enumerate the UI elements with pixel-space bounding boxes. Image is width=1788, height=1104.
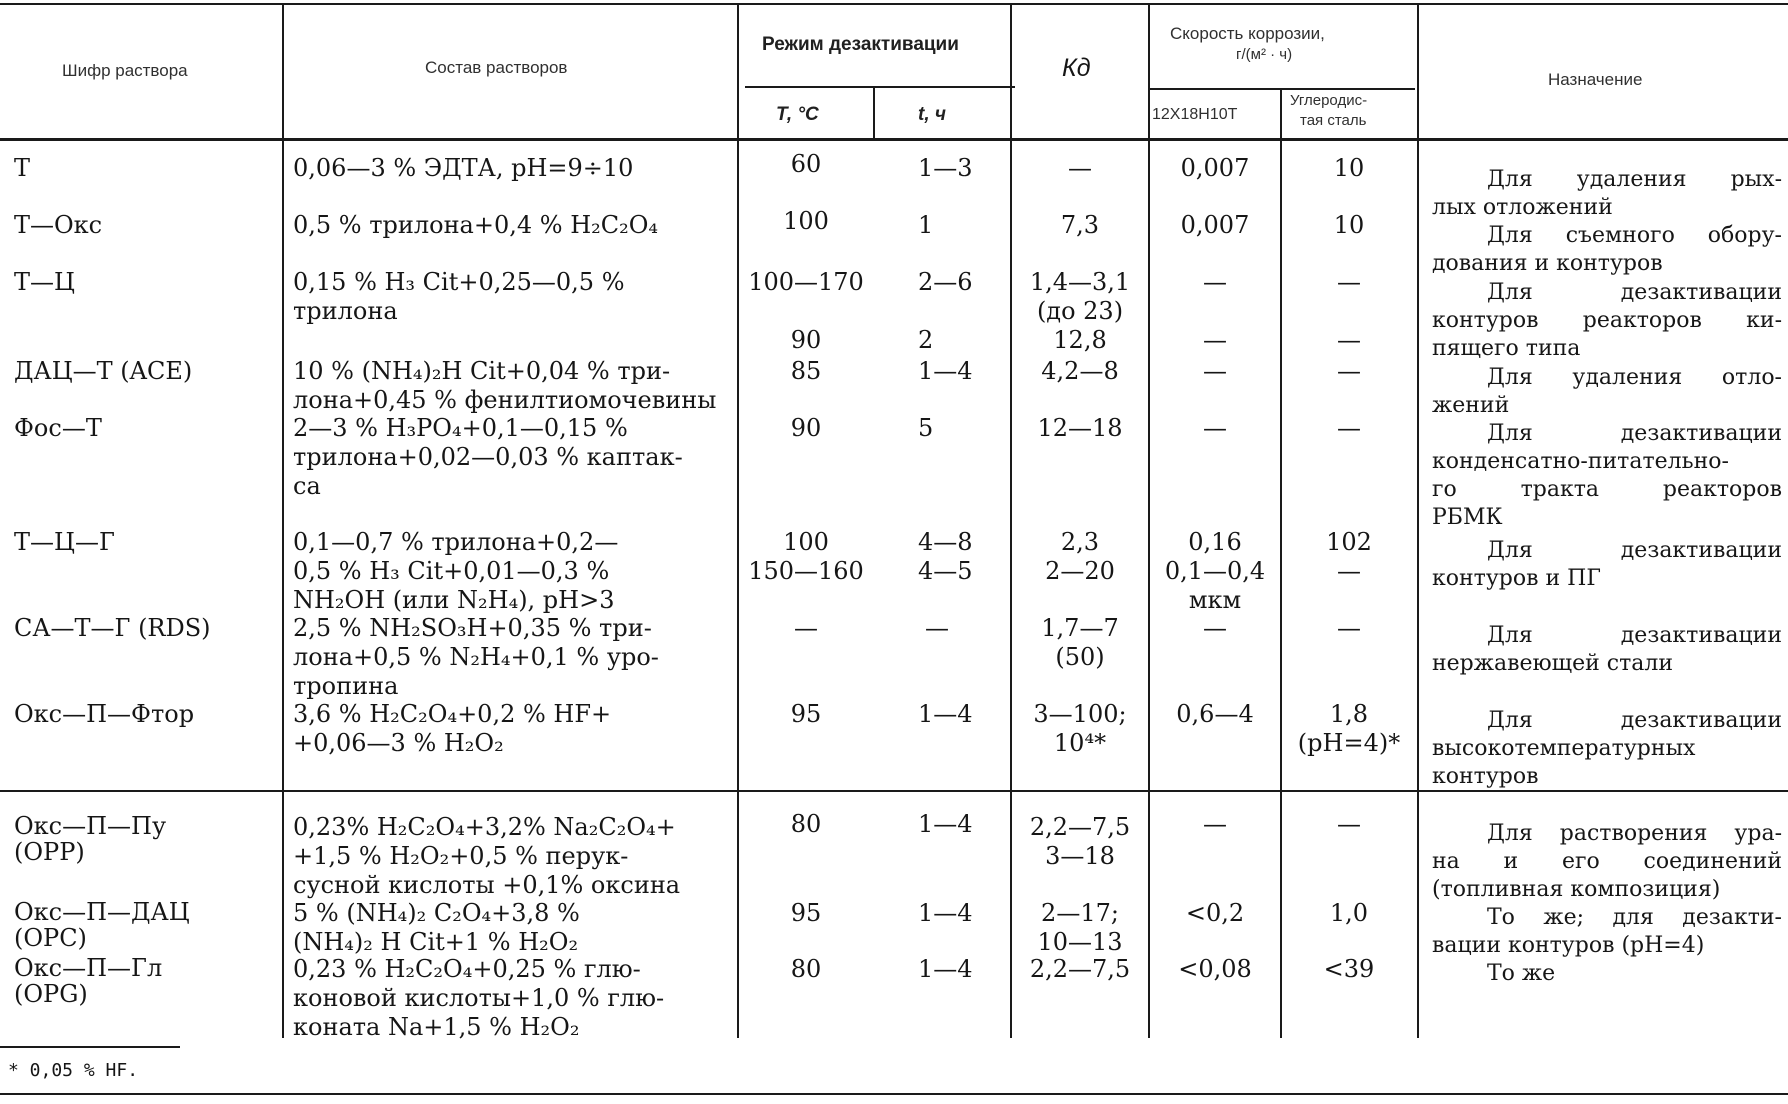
row-1-corrosion-carbon: 10	[1333, 154, 1365, 182]
row-7-purpose: Для дезактивации нержавеющей стали	[1432, 623, 1782, 676]
header-code: Шифр раствора	[62, 61, 188, 80]
header-kd: Кд	[1062, 54, 1091, 82]
row-9-time: 1—4	[918, 810, 973, 838]
row-4-time: 1—4	[918, 357, 973, 385]
row-1-corrosion-stainless: 0,007	[1180, 154, 1250, 182]
row-4-kd: 4,2—8	[1041, 357, 1119, 385]
bottom-rule	[0, 1093, 1788, 1095]
row-10-purpose: То же; для дезакти- вации контуров (pH=4)	[1432, 905, 1782, 958]
row-9-code: Окс—П—Пу (OPP)	[14, 812, 167, 866]
row-7-corrosion-stainless: —	[1203, 614, 1227, 642]
row-7-composition: 2,5 % NH₂SO₃H+0,35 % три- лона+0,5 % N₂H₄+0,1 % уро- тропина	[293, 614, 659, 700]
row-4-code: ДАЦ—Т (ACE)	[14, 357, 193, 385]
header-corrosion-1: Скорость коррозии,	[1170, 24, 1325, 43]
row-3-corrosion-carbon: — —	[1337, 268, 1361, 354]
row-4-corrosion-stainless: —	[1203, 357, 1227, 385]
row-9-purpose: Для растворения ура- на и его соединений (топливная композиция)	[1432, 821, 1782, 902]
row-10-code: Окс—П—ДАЦ (OPC)	[14, 898, 190, 952]
header-mode: Режим дезактивации	[762, 34, 959, 55]
header-steel-1: 12Х18Н10Т	[1152, 106, 1238, 123]
row-2-code: Т—Окс	[14, 211, 103, 239]
row-5-purpose: Для дезактивации конденсатно-питательно- го тракта реакторов РБМК	[1432, 421, 1782, 530]
row-9-kd: 2,2—7,5 3—18	[1029, 813, 1131, 870]
row-9-corrosion-carbon: —	[1337, 810, 1361, 838]
col-divider-4	[1010, 3, 1012, 1038]
row-10-temp: 95	[790, 899, 822, 927]
header-bottom-rule	[0, 138, 1788, 141]
row-10-composition: 5 % (NH₄)₂ C₂O₄+3,8 % (NH₄)₂ H Cit+1 % H₂O₂	[293, 899, 580, 956]
row-5-composition: 2—3 % H₃PO₄+0,1—0,15 % трилона+0,02—0,03 % каптак- са	[293, 414, 683, 500]
row-11-corrosion-carbon: <39	[1323, 955, 1375, 983]
row-7-code: СА—Т—Г (RDS)	[14, 614, 211, 642]
header-steel-2a: Углеродис-	[1290, 92, 1368, 109]
row-6-temp: 100 150—160	[748, 528, 864, 585]
row-11-temp: 80	[790, 955, 822, 983]
row-3-temp: 100—170 90	[748, 268, 864, 354]
row-6-corrosion-stainless: 0,16 0,1—0,4 мкм	[1164, 528, 1266, 614]
row-7-time: —	[925, 614, 949, 642]
row-3-purpose: Для дезактивации контуров реакторов ки- пящего типа	[1432, 280, 1782, 361]
row-2-time: 1	[918, 211, 934, 239]
row-2-purpose: Для съемного обору- дования и контуров	[1432, 223, 1782, 276]
row-2-corrosion-stainless: 0,007	[1180, 211, 1250, 239]
header-time: t, ч	[918, 104, 946, 125]
row-6-corrosion-carbon: 102 —	[1326, 528, 1372, 585]
row-7-corrosion-carbon: —	[1337, 614, 1361, 642]
row-6-kd: 2,3 2—20	[1045, 528, 1115, 585]
row-5-code: Фос—Т	[14, 414, 102, 442]
row-1-code: Т	[14, 154, 31, 182]
col-divider-3	[873, 88, 875, 140]
row-8-kd: 3—100; 10⁴*	[1033, 700, 1127, 757]
footnote-rule	[0, 1046, 180, 1048]
row-5-kd: 12—18	[1037, 414, 1123, 442]
row-10-kd: 2—17; 10—13	[1037, 899, 1123, 956]
row-1-kd: —	[1068, 154, 1092, 182]
row-1-purpose: Для удаления рых- лых отложений	[1432, 167, 1782, 220]
row-3-time: 2—6 2	[918, 268, 973, 354]
row-2-corrosion-carbon: 10	[1333, 211, 1365, 239]
row-1-temp: 60	[790, 150, 822, 178]
row-6-purpose: Для дезактивации контуров и ПГ	[1432, 538, 1782, 591]
row-8-composition: 3,6 % H₂C₂O₄+0,2 % HF+ +0,06—3 % H₂O₂	[293, 700, 612, 757]
row-8-corrosion-carbon: 1,8 (pH=4)*	[1297, 700, 1401, 757]
header-corrosion-2: г/(м² · ч)	[1236, 46, 1293, 63]
row-11-corrosion-stainless: <0,08	[1178, 955, 1252, 983]
row-3-corrosion-stainless: — —	[1203, 268, 1227, 354]
row-9-composition: 0,23% H₂C₂O₄+3,2% Na₂C₂O₄+ +1,5 % H₂O₂+0,5 % перук- сусной кислоты +0,1% оксина	[293, 813, 681, 899]
row-8-code: Окс—П—Фтор	[14, 700, 195, 728]
row-6-time: 4—8 4—5	[918, 528, 973, 585]
corrosion-subheader-rule	[1150, 88, 1415, 90]
row-10-corrosion-stainless: <0,2	[1185, 899, 1245, 927]
row-8-temp: 95	[790, 700, 822, 728]
row-5-time: 5	[918, 414, 934, 442]
col-divider-2	[737, 3, 739, 1038]
row-9-corrosion-stainless: —	[1203, 810, 1227, 838]
row-8-corrosion-stainless: 0,6—4	[1176, 700, 1254, 728]
footnote: * 0,05 % HF.	[8, 1060, 139, 1081]
row-11-purpose: То же	[1487, 961, 1556, 986]
col-divider-1	[282, 3, 284, 1038]
row-5-temp: 90	[790, 414, 822, 442]
row-2-composition: 0,5 % трилона+0,4 % H₂C₂O₄	[293, 211, 659, 239]
row-3-composition: 0,15 % H₃ Cit+0,25—0,5 % трилона	[293, 268, 625, 325]
row-8-purpose: Для дезактивации высокотемпературных контуров	[1432, 708, 1782, 789]
col-divider-7	[1417, 3, 1419, 1038]
row-5-corrosion-carbon: —	[1337, 414, 1361, 442]
row-6-composition: 0,1—0,7 % трилона+0,2— 0,5 % H₃ Cit+0,01—0,3 % NH₂OH (или N₂H₄), pH>3	[293, 528, 619, 614]
row-7-kd: 1,7—7 (50)	[1041, 614, 1119, 671]
row-6-code: Т—Ц—Г	[14, 528, 115, 556]
header-steel-2b: тая сталь	[1300, 112, 1367, 129]
row-5-corrosion-stainless: —	[1203, 414, 1227, 442]
top-rule	[0, 3, 1788, 5]
row-4-composition: 10 % (NH₄)₂H Cit+0,04 % три- лона+0,45 % фенилтиомочевины	[293, 357, 717, 414]
row-4-temp: 85	[790, 357, 822, 385]
header-temp: Т, °С	[776, 104, 819, 125]
row-10-corrosion-carbon: 1,0	[1329, 899, 1369, 927]
header-composition: Состав растворов	[425, 58, 568, 77]
row-7-temp: —	[794, 614, 818, 642]
row-2-temp: 100	[783, 207, 829, 235]
row-2-kd: 7,3	[1060, 211, 1100, 239]
row-8-time: 1—4	[918, 700, 973, 728]
row-10-time: 1—4	[918, 899, 973, 927]
row-4-purpose: Для удаления отло- жений	[1432, 365, 1782, 418]
row-11-time: 1—4	[918, 955, 973, 983]
row-3-kd: 1,4—3,1 (до 23) 12,8	[1029, 268, 1131, 354]
header-purpose: Назначение	[1548, 70, 1643, 89]
mode-subheader-rule	[745, 86, 1015, 88]
row-4-corrosion-carbon: —	[1337, 357, 1361, 385]
row-11-kd: 2,2—7,5	[1029, 955, 1131, 983]
row-11-composition: 0,23 % H₂C₂O₄+0,25 % глю- коновой кислоты+1,0 % глю- коната Na+1,5 % H₂O₂	[293, 955, 665, 1041]
row-1-composition: 0,06—3 % ЭДТА, pH=9÷10	[293, 154, 634, 182]
row-9-temp: 80	[790, 810, 822, 838]
row-11-code: Окс—П—Гл (OPG)	[14, 954, 163, 1008]
row-1-time: 1—3	[918, 154, 973, 182]
row-3-code: Т—Ц	[14, 268, 75, 296]
